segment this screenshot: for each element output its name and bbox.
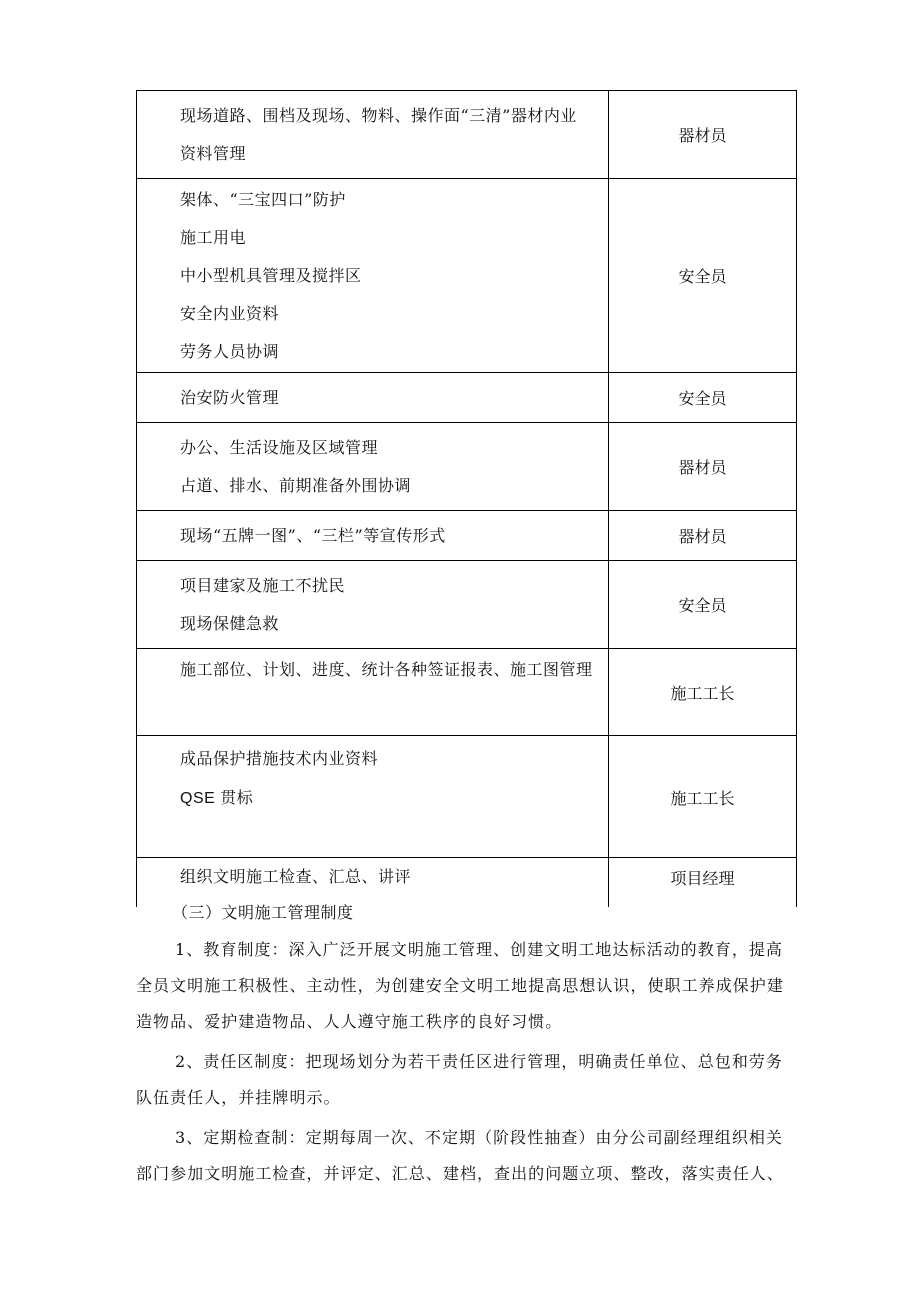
task-line: 成品保护措施技术内业资料 — [180, 749, 379, 768]
person-cell: 安全员 — [678, 389, 727, 408]
table-row — [137, 736, 796, 858]
task-line: 占道、排水、前期准备外围协调 — [180, 475, 412, 495]
person-cell: 施工工长 — [670, 789, 735, 808]
body-text — [136, 932, 796, 1192]
task-cell — [137, 561, 609, 648]
task-cell — [137, 179, 609, 372]
task-line: 安全内业资料 — [180, 303, 280, 323]
table-row — [137, 179, 796, 373]
task-line: 现场道路、围档及现场、物料、操作面“三清”器材内业 — [180, 105, 577, 125]
task-line: QSE 贯标 — [180, 790, 254, 807]
task-cell — [137, 649, 609, 735]
task-line: 劳务人员协调 — [180, 341, 280, 361]
task-line: 办公、生活设施及区域管理 — [180, 437, 379, 457]
person-cell: 安全员 — [678, 267, 727, 286]
paragraph: 2、责任区制度：把现场划分为若干责任区进行管理，明确责任单位、总包和劳务队伍责任人，并挂牌明示。 — [136, 1052, 783, 1107]
section-heading: （三）文明施工管理制度 — [172, 903, 354, 922]
table-row — [137, 91, 796, 179]
task-line: 架体、“三宝四口”防护 — [180, 189, 346, 209]
person-cell: 器材员 — [678, 458, 727, 477]
task-cell — [137, 373, 609, 422]
task-line: 项目建家及施工不扰民 — [180, 575, 346, 595]
table-row — [137, 561, 796, 649]
task-cell — [137, 511, 609, 560]
task-cell — [137, 423, 609, 510]
person-cell: 项目经理 — [670, 869, 735, 888]
task-line: 资料管理 — [180, 143, 247, 163]
person-cell: 安全员 — [678, 596, 727, 615]
task-line: 施工部位、计划、进度、统计各种签证报表、施工图管理 — [180, 660, 593, 679]
person-cell: 器材员 — [678, 126, 727, 145]
task-line: 组织文明施工检查、汇总、讲评 — [180, 867, 412, 886]
task-line: 治安防火管理 — [180, 387, 280, 407]
person-cell: 施工工长 — [670, 683, 735, 703]
table-row — [137, 511, 796, 561]
responsibility-table — [136, 90, 797, 907]
task-cell — [137, 91, 609, 178]
paragraph: 3、定期检查制：定期每周一次、不定期（阶段性抽查）由分公司副经理组织相关部门参加文明施工检查，并评定、汇总、建档，查出的问题立项、整改，落实责任人、 — [136, 1128, 784, 1183]
person-cell: 器材员 — [678, 527, 727, 546]
task-line: 中小型机具管理及搅拌区 — [180, 265, 362, 285]
task-line: 施工用电 — [180, 227, 247, 247]
task-cell — [137, 736, 609, 857]
table-row — [137, 423, 796, 511]
task-line: 现场保健急救 — [180, 613, 280, 633]
paragraph: 1、教育制度：深入广泛开展文明施工管理、创建文明工地达标活动的教育，提高全员文明施工积极性、主动性，为创建安全文明工地提高思想认识，使职工养成保护建造物品、爱护建造物品、人人遵守施工秩序的良好习惯。 — [136, 940, 784, 1031]
task-line: 现场“五牌一图”、“三栏”等宣传形式 — [180, 525, 446, 545]
table-row — [137, 373, 796, 423]
table-row — [137, 649, 796, 736]
